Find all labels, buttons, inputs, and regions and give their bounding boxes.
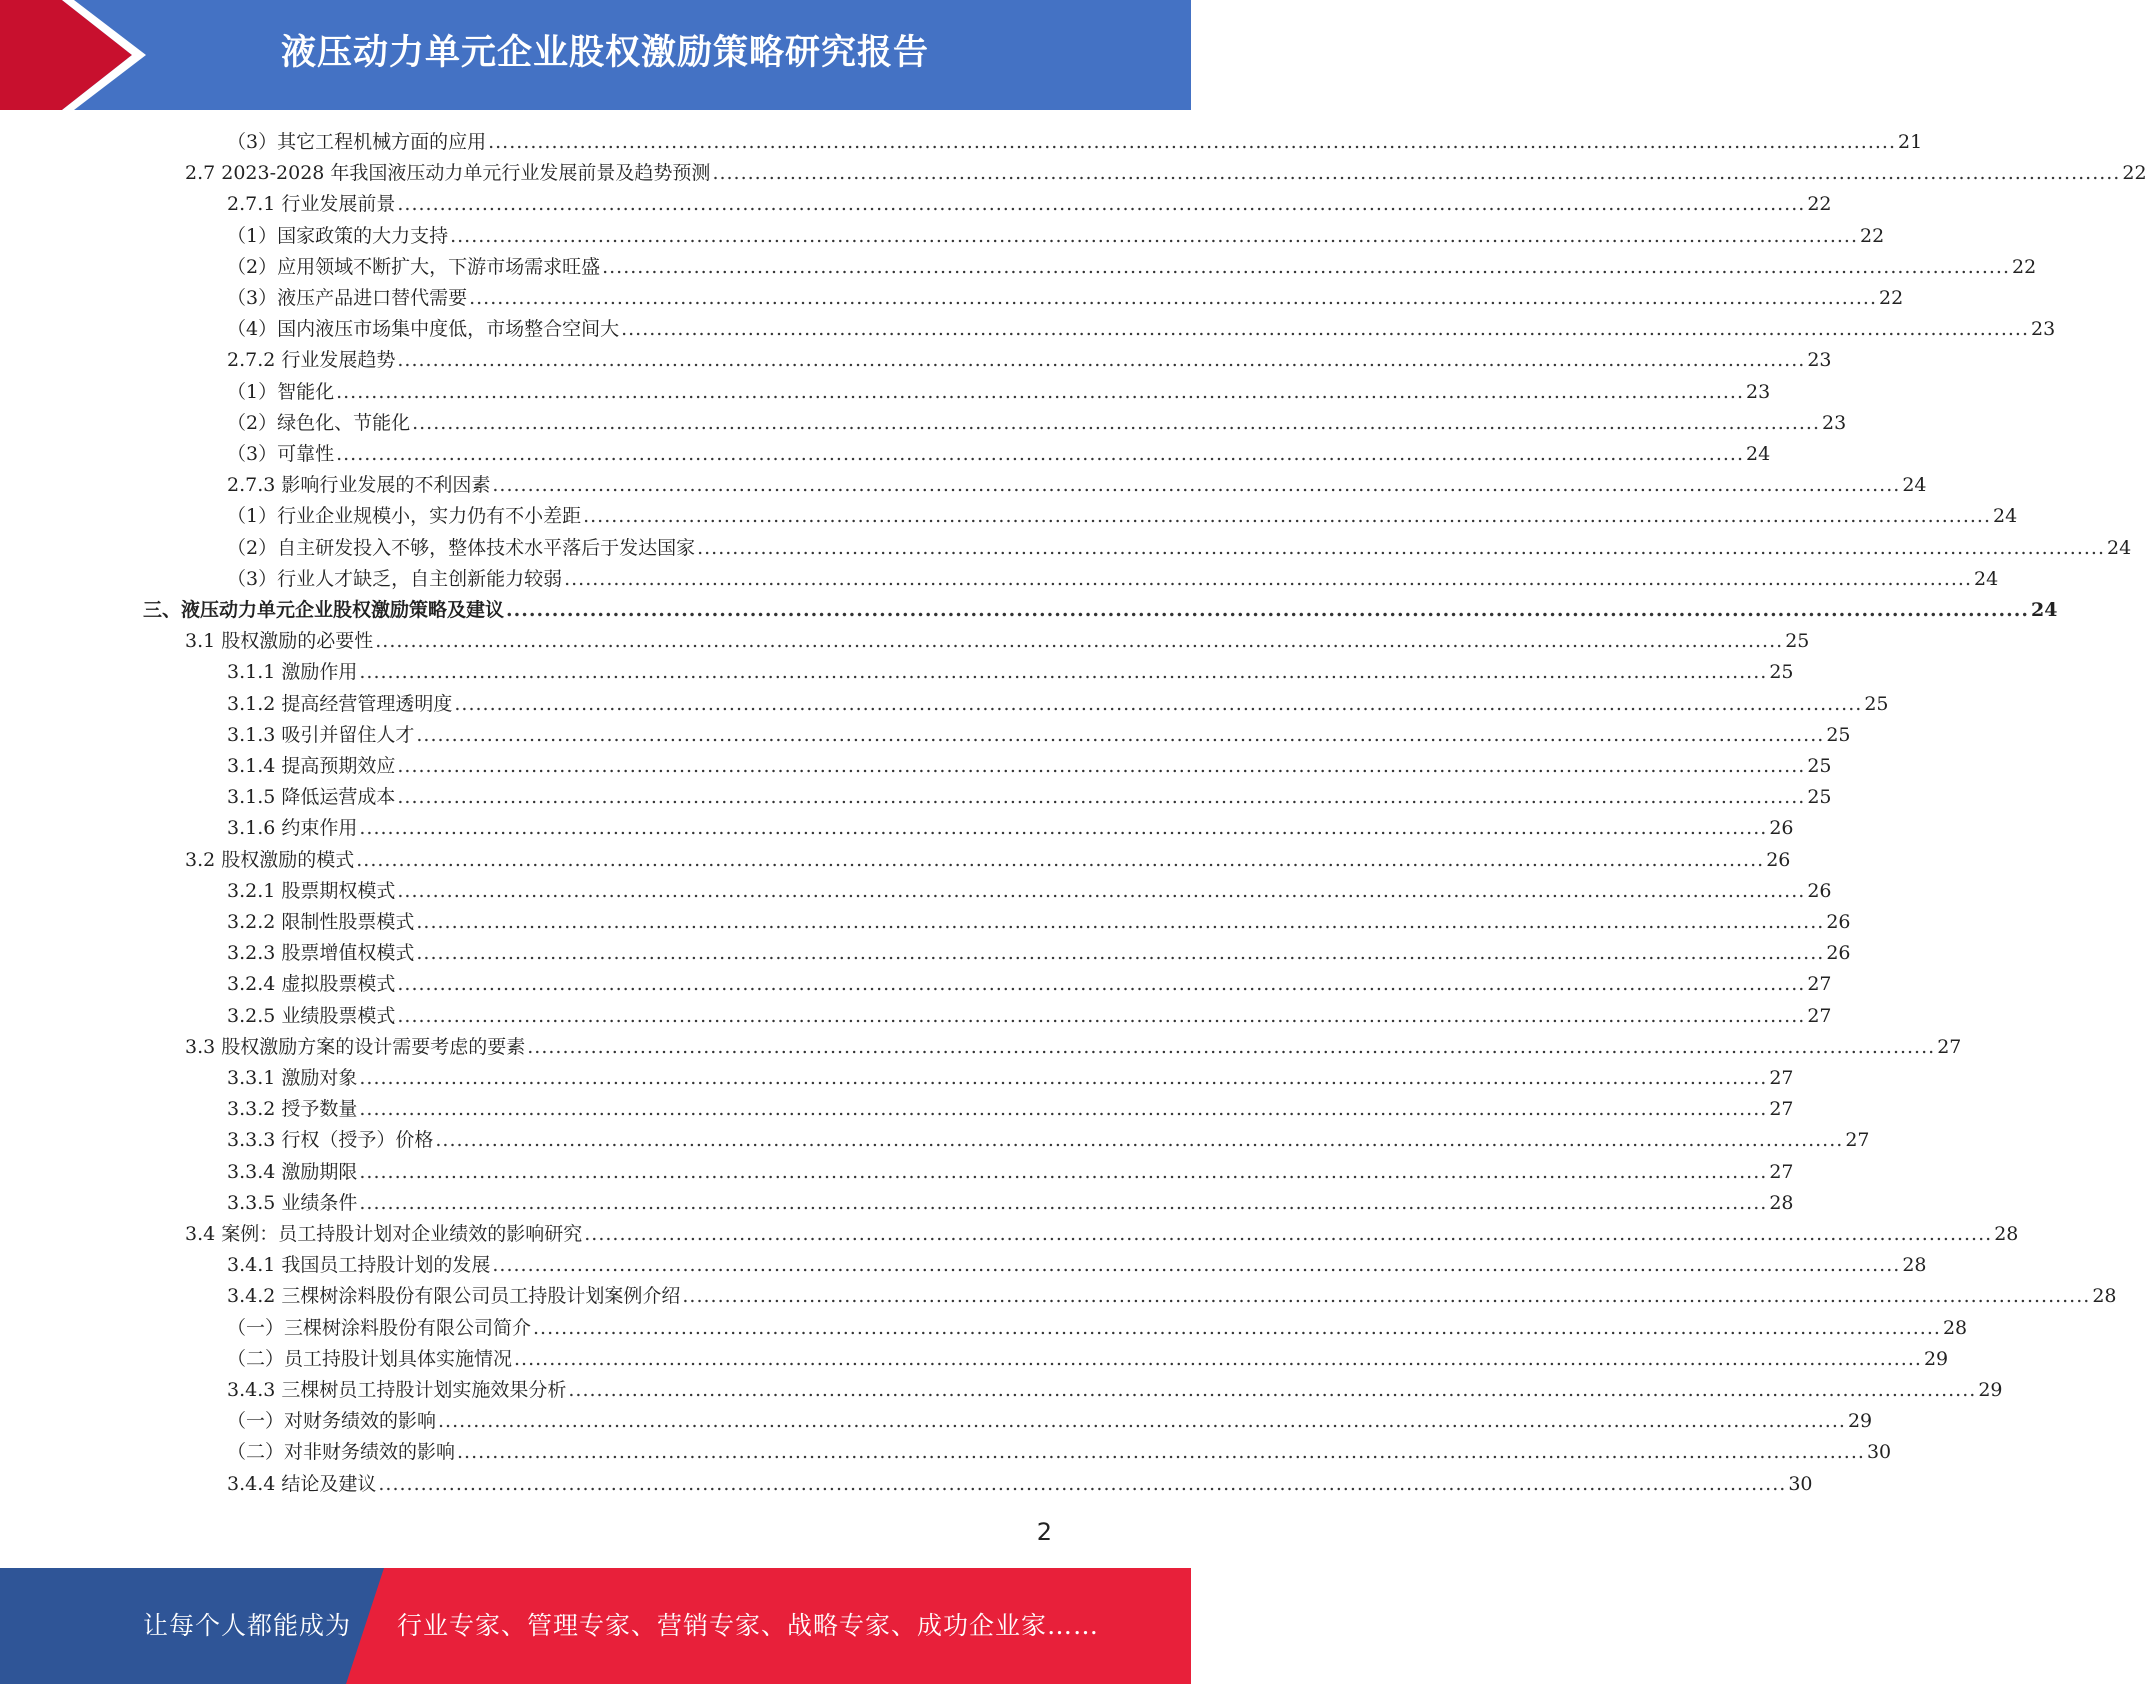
toc-entry[interactable] <box>227 657 1794 688</box>
toc-entry-title: 3.2.3 股票增值权模式 <box>227 942 415 965</box>
toc-entry[interactable] <box>227 189 1832 220</box>
toc-entry[interactable] <box>227 314 2056 345</box>
toc-entry[interactable] <box>185 1219 2019 1250</box>
toc-dot-leader: ........................................................................................................................................................................................................ <box>359 1098 1768 1121</box>
toc-entry-page-number: 24 <box>2107 536 2132 559</box>
toc-entry[interactable] <box>227 564 1999 595</box>
toc-dot-leader: ........................................................................................................................................................................................................ <box>397 973 1806 996</box>
toc-entry-title: 2.7.1 行业发展前景 <box>227 193 396 216</box>
toc-entry-page-number: 26 <box>1807 879 1832 902</box>
toc-entry-page-number: 23 <box>1822 411 1847 434</box>
toc-dot-leader: ........................................................................................................................................................................................................ <box>454 692 1863 715</box>
toc-dot-leader: ........................................................................................................................................................................................................ <box>568 1379 1977 1401</box>
toc-entry[interactable] <box>227 751 1832 782</box>
toc-entry-title: 3.2.5 业绩股票模式 <box>227 1004 396 1027</box>
toc-dot-leader: ........................................................................................................................................................................................................ <box>602 255 2011 278</box>
toc-entry[interactable] <box>227 938 1851 969</box>
footer-slogan-right: 行业专家、管理专家、营销专家、战略专家、成功企业家…… <box>397 1611 1100 1640</box>
toc-dot-leader: ........................................................................................................................................................................................................ <box>682 1285 2091 1308</box>
toc-entry-page-number: 26 <box>1826 911 1851 933</box>
toc-entry-page-number: 27 <box>1807 973 1832 996</box>
toc-entry-title: 3.1.5 降低运营成本 <box>227 786 396 809</box>
toc-dot-leader: ........................................................................................................................................................................................................ <box>712 162 2121 185</box>
toc-entry-page-number: 28 <box>1902 1254 1927 1277</box>
toc-entry-title: 2.7.2 行业发展趋势 <box>227 349 396 372</box>
toc-entry[interactable] <box>227 501 2018 532</box>
toc-entry[interactable] <box>227 1001 1832 1032</box>
toc-entry[interactable] <box>185 158 2147 189</box>
toc-entry-title: （3）可靠性 <box>227 443 335 465</box>
toc-entry[interactable] <box>227 1281 2117 1312</box>
toc-entry[interactable] <box>227 345 1832 376</box>
toc-entry-title: 三、液压动力单元企业股权激励策略及建议 <box>143 599 505 621</box>
toc-entry-title: （3）行业人才缺乏，自主创新能力较弱 <box>227 567 563 590</box>
toc-entry[interactable] <box>227 813 1794 844</box>
toc-dot-leader: ........................................................................................................................................................................................................ <box>416 942 1825 965</box>
toc-dot-leader: ........................................................................................................................................................................................................ <box>378 1472 1787 1495</box>
toc-entry-title: （二）对非财务绩效的影响 <box>227 1441 456 1464</box>
toc-entry-title: （一）三棵树涂料股份有限公司简介 <box>227 1316 532 1339</box>
toc-entry-page-number: 25 <box>1864 692 1889 715</box>
toc-dot-leader: ........................................................................................................................................................................................................ <box>397 1004 1806 1027</box>
toc-dot-leader: ........................................................................................................................................................................................................ <box>416 911 1825 933</box>
toc-entry-page-number: 28 <box>1769 1191 1794 1214</box>
toc-entry-page-number: 27 <box>1769 1160 1794 1183</box>
toc-entry-page-number: 28 <box>1942 1316 1968 1339</box>
toc-dot-leader: ........................................................................................................................................................................................................ <box>492 1254 1901 1277</box>
toc-entry-title: （2）应用领域不断扩大，下游市场需求旺盛 <box>227 255 601 278</box>
page-number: 2 <box>1036 1518 1052 1546</box>
toc-dot-leader: ........................................................................................................................................................................................................ <box>336 443 1745 465</box>
toc-entry-page-number: 26 <box>1826 942 1851 965</box>
toc-dot-leader: ........................................................................................................................................................................................................ <box>492 474 1901 497</box>
page-footer <box>0 1568 1191 1684</box>
toc-dot-leader: ........................................................................................................................................................................................................ <box>412 411 1821 434</box>
toc-entry-title: 3.1 股权激励的必要性 <box>185 630 374 653</box>
toc-entry[interactable] <box>227 470 1927 501</box>
toc-entry-page-number: 29 <box>1923 1347 1949 1370</box>
toc-dot-leader: ........................................................................................................................................................................................................ <box>435 1129 1844 1152</box>
toc-entry[interactable] <box>227 1469 1813 1500</box>
toc-dot-leader: ........................................................................................................................................................................................................ <box>416 723 1825 746</box>
toc-entry-page-number: 23 <box>1807 349 1832 372</box>
toc-entry[interactable] <box>227 408 1847 439</box>
toc-entry-page-number: 30 <box>1866 1441 1892 1464</box>
toc-entry-title: 3.1.1 激励作用 <box>227 661 358 684</box>
toc-dot-leader: ........................................................................................................................................................................................................ <box>336 380 1745 403</box>
toc-dot-leader: ........................................................................................................................................................................................................ <box>359 1067 1768 1089</box>
toc-entry-title: （2）自主研发投入不够，整体技术水平落后于发达国家 <box>227 536 696 559</box>
toc-entry-title: 3.2.1 股票期权模式 <box>227 879 396 902</box>
toc-dot-leader: ........................................................................................................................................................................................................ <box>359 817 1768 840</box>
toc-entry[interactable] <box>143 595 2058 626</box>
toc-entry-title: （1）国家政策的大力支持 <box>227 224 449 247</box>
toc-entry-title: （3）液压产品进口替代需要 <box>227 287 468 309</box>
toc-dot-leader: ........................................................................................................................................................................................................ <box>359 661 1768 684</box>
toc-dot-leader: ........................................................................................................................................................................................................ <box>450 224 1859 247</box>
red-chevron-arrow-icon <box>0 0 160 110</box>
toc-entry[interactable] <box>227 283 1904 314</box>
toc-entry-title: 3.3.1 激励对象 <box>227 1067 358 1089</box>
toc-entry[interactable] <box>227 1437 1892 1468</box>
toc-dot-leader: ........................................................................................................................................................................................................ <box>397 786 1806 809</box>
toc-entry-title: （一）对财务绩效的影响 <box>227 1410 437 1433</box>
toc-entry-page-number: 22 <box>2012 255 2037 278</box>
toc-entry-page-number: 21 <box>1898 131 1923 153</box>
toc-entry[interactable] <box>227 1063 1794 1094</box>
toc-entry-title: 3.2.2 限制性股票模式 <box>227 911 415 933</box>
toc-entry-title: 3.4.1 我国员工持股计划的发展 <box>227 1254 491 1277</box>
toc-dot-leader: ........................................................................................................................................................................................................ <box>397 349 1806 372</box>
toc-dot-leader: ........................................................................................................................................................................................................ <box>359 1160 1768 1183</box>
toc-entry-page-number: 25 <box>1826 723 1851 746</box>
toc-entry[interactable] <box>227 969 1832 1000</box>
toc-entry-title: 3.4.2 三棵树涂料股份有限公司员工持股计划案例介绍 <box>227 1285 681 1308</box>
toc-entry-title: 3.1.4 提高预期效应 <box>227 755 396 777</box>
toc-entry-title: 3.1.2 提高经营管理透明度 <box>227 692 453 715</box>
toc-entry[interactable] <box>185 845 1791 876</box>
toc-entry-title: 3.1.6 约束作用 <box>227 817 358 840</box>
toc-entry-page-number: 27 <box>1845 1129 1870 1152</box>
toc-entry[interactable] <box>227 1125 1870 1156</box>
toc-entry-page-number: 28 <box>1994 1223 2019 1245</box>
toc-entry-page-number: 22 <box>1860 224 1885 247</box>
toc-entry[interactable] <box>227 1157 1794 1188</box>
toc-entry-title: 3.3.3 行权（授予）价格 <box>227 1129 434 1152</box>
toc-entry[interactable] <box>227 377 1771 408</box>
toc-entry[interactable] <box>227 876 1832 907</box>
toc-entry-page-number: 30 <box>1788 1472 1813 1495</box>
toc-entry-page-number: 23 <box>1746 380 1771 403</box>
toc-entry-page-number: 29 <box>1847 1410 1873 1433</box>
toc-entry[interactable] <box>185 1032 1962 1063</box>
toc-entry-title: 3.4.3 三棵树员工持股计划实施效果分析 <box>227 1379 567 1401</box>
toc-entry-page-number: 22 <box>1807 193 1832 216</box>
toc-entry-page-number: 26 <box>1769 817 1794 840</box>
toc-entry-page-number: 24 <box>1746 443 1771 465</box>
toc-entry[interactable] <box>227 720 1851 751</box>
toc-dot-leader: ........................................................................................................................................................................................................ <box>397 755 1806 777</box>
toc-dot-leader: ........................................................................................................................................................................................................ <box>533 1316 1941 1339</box>
toc-dot-leader: ........................................................................................................................................................................................................ <box>375 630 1784 653</box>
toc-entry[interactable] <box>227 1344 1949 1375</box>
toc-entry-title: 3.2 股权激励的模式 <box>185 848 355 871</box>
toc-entry-title: （二）员工持股计划具体实施情况 <box>227 1347 513 1370</box>
toc-dot-leader: ........................................................................................................................................................................................................ <box>564 567 1973 590</box>
toc-dot-leader: ........................................................................................................................................................................................................ <box>469 287 1878 309</box>
toc-entry-title: （2）绿色化、节能化 <box>227 411 411 434</box>
toc-dot-leader: ........................................................................................................................................................................................................ <box>488 131 1897 153</box>
toc-entry-title: （1）行业企业规模小，实力仍有不小差距 <box>227 505 582 528</box>
toc-entry[interactable] <box>185 626 1810 657</box>
toc-entry-page-number: 29 <box>1978 1379 2003 1401</box>
toc-entry-page-number: 23 <box>2031 318 2056 341</box>
toc-entry[interactable] <box>227 689 1889 720</box>
toc-entry-page-number: 27 <box>1769 1098 1794 1121</box>
toc-entry[interactable] <box>227 439 1771 470</box>
toc-dot-leader: ........................................................................................................................................................................................................ <box>583 505 1992 528</box>
toc-entry-page-number: 27 <box>1807 1004 1832 1027</box>
toc-entry-title: 3.3 股权激励方案的设计需要考虑的要素 <box>185 1035 526 1058</box>
toc-dot-leader: ........................................................................................................................................................................................................ <box>584 1223 1993 1245</box>
toc-entry-page-number: 24 <box>2030 599 2058 621</box>
toc-entry[interactable] <box>227 1313 1968 1344</box>
toc-dot-leader: ........................................................................................................................................................................................................ <box>527 1035 1936 1058</box>
toc-entry-page-number: 27 <box>1769 1067 1794 1089</box>
toc-entry-title: 3.4.4 结论及建议 <box>227 1472 377 1495</box>
toc-dot-leader: ........................................................................................................................................................................................................ <box>359 1191 1768 1214</box>
toc-entry-title: 3.1.3 吸引并留住人才 <box>227 723 415 746</box>
toc-entry-page-number: 22 <box>1879 287 1904 309</box>
toc-entry-title: 3.4 案例：员工持股计划对企业绩效的影响研究 <box>185 1223 583 1245</box>
toc-dot-leader: ........................................................................................................................................................................................................ <box>621 318 2030 341</box>
toc-entry-page-number: 22 <box>2122 162 2147 185</box>
toc-entry[interactable] <box>227 1094 1794 1125</box>
toc-entry[interactable] <box>227 907 1851 938</box>
toc-dot-leader: ........................................................................................................................................................................................................ <box>356 848 1765 871</box>
toc-dot-leader: ........................................................................................................................................................................................................ <box>438 1410 1846 1433</box>
footer-slogan-left: 让每个人都能成为 <box>143 1611 352 1640</box>
toc-dot-leader: ........................................................................................................................................................................................................ <box>397 193 1806 216</box>
toc-entry-title: 3.3.4 激励期限 <box>227 1160 358 1183</box>
toc-entry[interactable] <box>227 1250 1927 1281</box>
toc-entry[interactable] <box>227 252 2037 283</box>
toc-dot-leader: ........................................................................................................................................................................................................ <box>514 1347 1922 1370</box>
toc-dot-leader: ........................................................................................................................................................................................................ <box>697 536 2106 559</box>
page-header <box>0 0 1191 110</box>
toc-entry[interactable] <box>227 127 1923 158</box>
toc-entry-title: 2.7.3 影响行业发展的不利因素 <box>227 474 491 497</box>
report-title: 液压动力单元企业股权激励策略研究报告 <box>280 33 929 73</box>
toc-entry-page-number: 25 <box>1807 755 1832 777</box>
toc-dot-leader: ........................................................................................................................................................................................................ <box>457 1441 1865 1464</box>
toc-entry-page-number: 26 <box>1766 848 1791 871</box>
toc-entry-page-number: 24 <box>1902 474 1927 497</box>
toc-dot-leader: ........................................................................................................................................................................................................ <box>506 599 2029 621</box>
toc-entry-page-number: 24 <box>1993 505 2018 528</box>
toc-entry-page-number: 27 <box>1937 1035 1962 1058</box>
toc-entry-title: 3.3.5 业绩条件 <box>227 1191 358 1214</box>
toc-entry-title: （1）智能化 <box>227 380 335 403</box>
toc-entry[interactable] <box>227 533 2132 564</box>
toc-entry-page-number: 24 <box>1974 567 1999 590</box>
toc-entry-page-number: 25 <box>1807 786 1832 809</box>
toc-entry-page-number: 25 <box>1769 661 1794 684</box>
toc-entry[interactable] <box>227 782 1832 813</box>
toc-entry[interactable] <box>227 1188 1794 1219</box>
toc-entry-title: 3.2.4 虚拟股票模式 <box>227 973 396 996</box>
toc-entry[interactable] <box>227 1406 1873 1437</box>
toc-entry-title: （3）其它工程机械方面的应用 <box>227 131 487 153</box>
toc-entry-title: 3.3.2 授予数量 <box>227 1098 358 1121</box>
toc-entry-page-number: 28 <box>2092 1285 2117 1308</box>
toc-entry-page-number: 25 <box>1785 630 1810 653</box>
toc-entry-title: 2.7 2023-2028 年我国液压动力单元行业发展前景及趋势预测 <box>185 162 711 185</box>
toc-entry[interactable] <box>227 221 1885 252</box>
toc-entry-title: （4）国内液压市场集中度低，市场整合空间大 <box>227 318 620 341</box>
toc-dot-leader: ........................................................................................................................................................................................................ <box>397 879 1806 902</box>
toc-entry[interactable] <box>227 1375 2003 1406</box>
